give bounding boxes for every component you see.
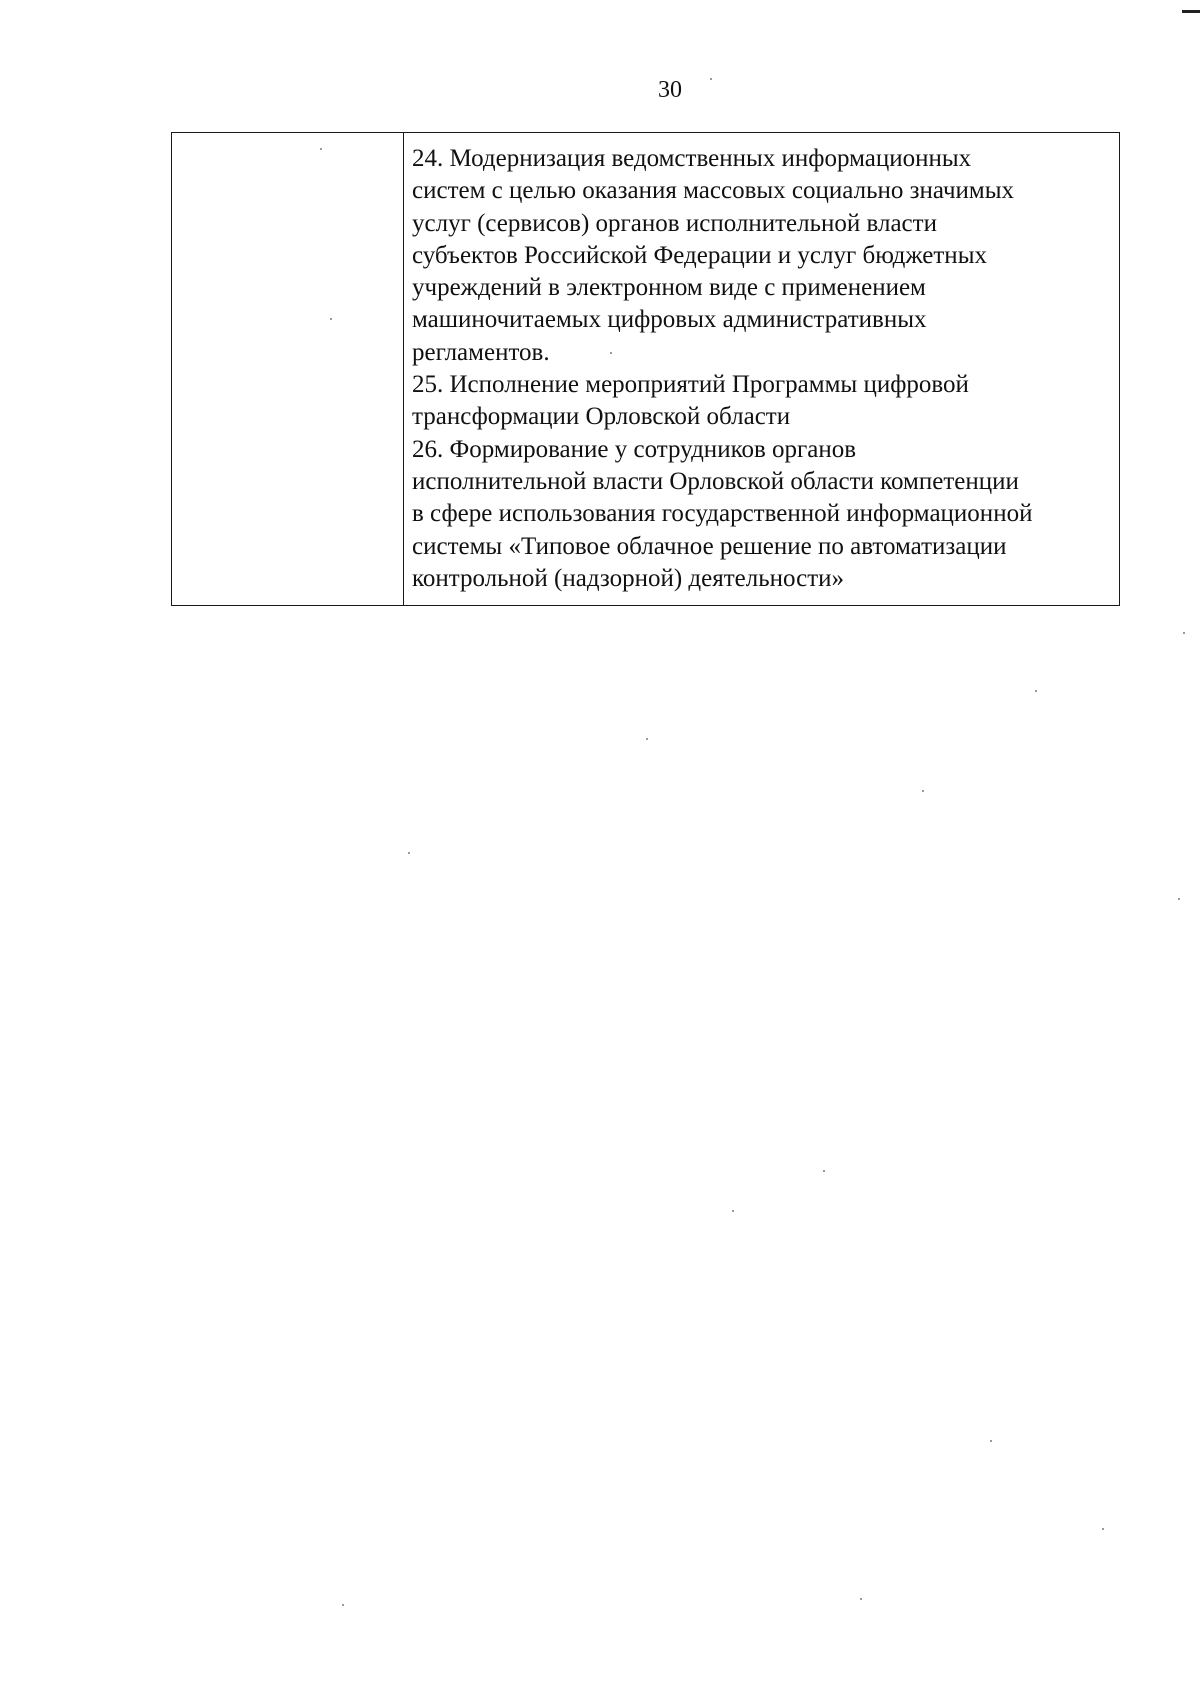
scan-speck: [408, 852, 410, 854]
text-line: в сфере использования государственной информационной: [412, 500, 1033, 528]
text-line: субъектов Российской Федерации и услуг бюджетных: [412, 241, 987, 269]
list-item-24: [412, 143, 1111, 369]
text-line: исполнительной власти Орловской области компетенции: [412, 467, 1019, 495]
list-item-26: [412, 434, 1111, 595]
text-line: 25. Исполнение мероприятий Программы цифровой: [412, 371, 969, 399]
list-item-25: [412, 369, 1111, 434]
page-number: 30: [658, 77, 682, 103]
scan-speck: [342, 1604, 344, 1606]
scan-speck: [1035, 690, 1037, 692]
scan-speck: [610, 352, 612, 354]
table-cell-right: [404, 133, 1119, 605]
scan-speck: [860, 1598, 862, 1600]
text-line: 24. Модернизация ведомственных информационных: [412, 145, 972, 172]
text-line: регламентов.: [412, 338, 550, 366]
scan-edge-mark: [1182, 10, 1200, 13]
scan-speck: [320, 148, 322, 150]
text-line: учреждений в электронном виде с применением: [412, 274, 926, 302]
scan-speck: [990, 1440, 992, 1442]
text-line: системы «Типовое облачное решение по автоматизации: [412, 532, 1007, 560]
scan-speck: [922, 790, 924, 792]
scan-speck: [330, 318, 332, 320]
scan-speck: [1183, 632, 1185, 634]
text-line: трансформации Орловской области: [412, 403, 791, 431]
table-cell-left: [172, 133, 404, 605]
scan-speck: [710, 78, 712, 80]
scan-speck: [732, 1210, 734, 1212]
text-line: систем с целью оказания массовых социально значимых: [412, 177, 1015, 205]
scan-speck: [646, 738, 648, 740]
text-line: услуг (сервисов) органов исполнительной власти: [412, 209, 937, 237]
scan-speck: [823, 1170, 825, 1172]
text-line: 26. Формирование у сотрудников органов: [412, 435, 857, 463]
scan-speck: [1178, 898, 1180, 900]
text-line: контрольной (надзорной) деятельности»: [412, 564, 845, 592]
text-line: машиночитаемых цифровых административных: [412, 306, 927, 334]
document-table: [171, 132, 1120, 606]
scan-speck: [1102, 1528, 1104, 1530]
